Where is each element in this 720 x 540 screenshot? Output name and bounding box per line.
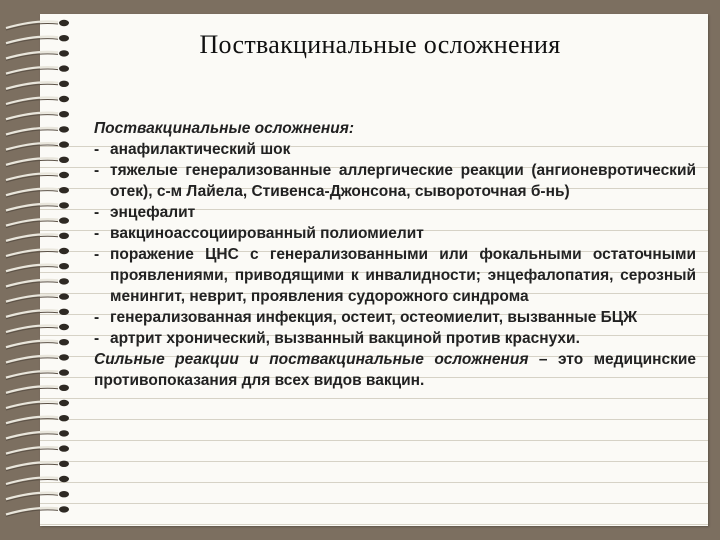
spiral-ring (6, 445, 69, 455)
conclusion-plain: – это медицинские противопоказания для всех видов вакцин. (94, 351, 696, 389)
spiral-ring (6, 506, 69, 516)
spiral-ring (6, 278, 69, 288)
bullet-dash: - (94, 309, 100, 326)
spiral-ring (6, 461, 69, 471)
bullet-dash: - (94, 141, 100, 158)
spiral-ring (6, 476, 69, 486)
spiral-ring (6, 233, 69, 243)
spiral-ring (6, 202, 69, 212)
spiral-ring (6, 217, 69, 227)
spiral-ring (6, 293, 69, 303)
list-item (94, 328, 696, 349)
list-item-text: анафилактический шок (110, 141, 291, 158)
list-item-text: вакциноассоциированный полиомиелит (110, 225, 424, 242)
conclusion-italic: Сильные реакции и поствакцинальные осложнения (94, 351, 529, 368)
bullet-dash: - (94, 204, 100, 221)
list-item (94, 223, 696, 244)
spiral-ring (6, 354, 69, 364)
list-item (94, 244, 696, 307)
spiral-ring (6, 126, 69, 136)
spiral-binding (0, 14, 80, 526)
spiral-ring (6, 430, 69, 440)
list-item-text: генерализованная инфекция, остеит, остеомиелит, вызванные БЦЖ (110, 309, 638, 326)
list-item-text: тяжелые генерализованные аллергические реакции (ангионевротический отек), с-м Лайела, Стивенса-Джонсона, сывороточная б-нь) (110, 162, 696, 200)
list-item (94, 139, 696, 160)
spiral-ring (6, 324, 69, 334)
spiral-ring (6, 339, 69, 349)
spiral-ring (6, 263, 69, 273)
content-heading: Поствакцинальные осложнения: (94, 120, 354, 137)
spiral-ring (6, 248, 69, 258)
spiral-ring (6, 385, 69, 395)
spiral-ring (6, 96, 69, 106)
spiral-ring (6, 491, 69, 501)
bullet-dash: - (94, 225, 100, 242)
spiral-ring (6, 187, 69, 197)
spiral-ring (6, 20, 69, 30)
slide-content (94, 118, 696, 391)
spiral-ring (6, 65, 69, 75)
slide-title: Поствакцинальные осложнения (199, 30, 561, 59)
spiral-ring (6, 415, 69, 425)
list-item-text: поражение ЦНС с генерализованными или фокальными остаточными проявлениями, приводящими к инвалидности; энцефалопатия, серозный менингит, неврит, проявления судорожного синдрома (110, 246, 696, 305)
list-item-text: энцефалит (110, 204, 196, 221)
spiral-ring (6, 400, 69, 410)
bullet-dash: - (94, 330, 100, 347)
bullet-dash: - (94, 162, 100, 179)
spiral-ring (6, 141, 69, 151)
spiral-ring (6, 172, 69, 182)
list-item-text: артрит хронический, вызванный вакциной против краснухи. (110, 330, 580, 347)
list-item (94, 202, 696, 223)
spiral-ring (6, 309, 69, 319)
list-item (94, 160, 696, 202)
list-item (94, 307, 696, 328)
spiral-ring (6, 157, 69, 167)
spiral-ring (6, 111, 69, 121)
spiral-ring (6, 81, 69, 91)
bullet-dash: - (94, 246, 100, 263)
conclusion-text (94, 349, 696, 391)
spiral-ring (6, 369, 69, 379)
